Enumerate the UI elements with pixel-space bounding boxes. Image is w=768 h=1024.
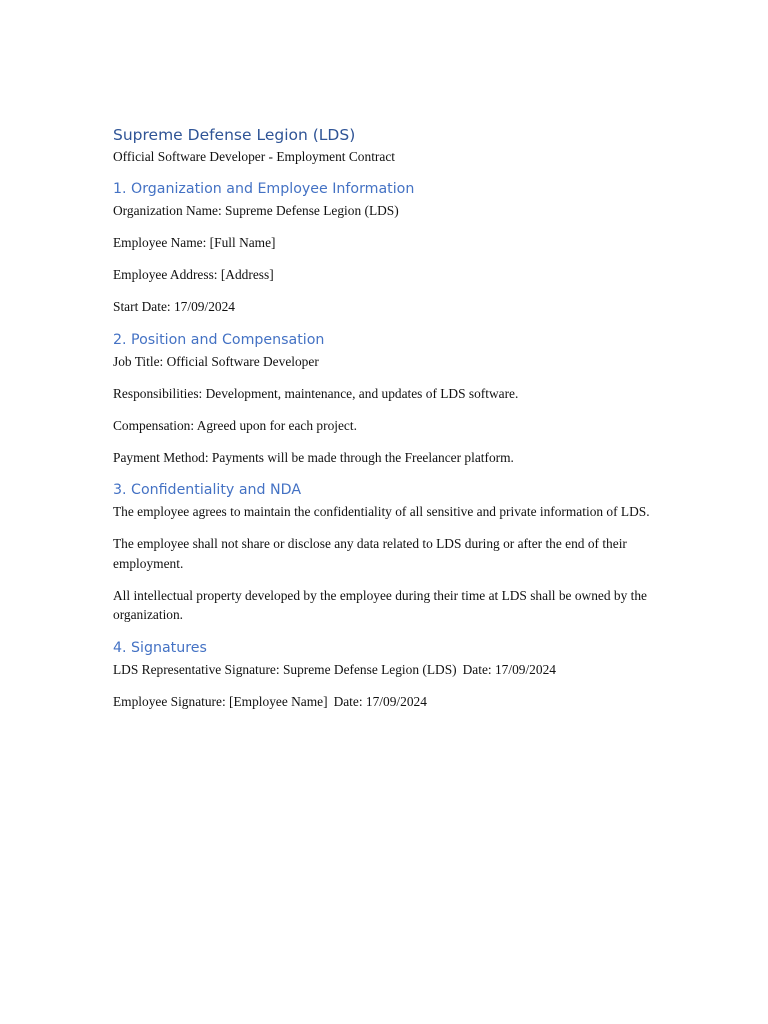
section-organization-info [113, 179, 658, 317]
compensation: Compensation: Agreed upon for each project. [113, 417, 357, 433]
section-heading: 4. Signatures [113, 639, 207, 656]
responsibilities: Responsibilities: Development, maintenance, and updates of LDS software. [113, 385, 519, 401]
document-page [113, 124, 658, 711]
section-heading: 1. Organization and Employee Information [113, 181, 415, 197]
document-title: Supreme Defense Legion (LDS) [113, 126, 356, 144]
start-date: Start Date: 17/09/2024 [113, 299, 235, 314]
representative-signature-line [113, 660, 658, 680]
section-heading: 2. Position and Compensation [113, 331, 325, 348]
employee-name: Employee Name: [Full Name] [113, 235, 276, 250]
section-heading: 3. Confidentiality and NDA [113, 482, 302, 498]
employee-signature-date: Date: 17/09/2024 [333, 693, 427, 709]
payment-method: Payment Method: Payments will be made through the Freelancer platform. [113, 449, 514, 465]
representative-signature: LDS Representative Signature: Supreme Defense Legion (LDS) [113, 661, 457, 677]
section-signatures [113, 638, 658, 712]
organization-name: Organization Name: Supreme Defense Legion (LDS) [113, 203, 399, 218]
section-position-compensation [113, 330, 658, 468]
confidentiality-clause: The employee agrees to maintain the confidentiality of all sensitive and private information of LDS. [113, 504, 650, 519]
employee-signature: Employee Signature: [Employee Name] [113, 693, 328, 709]
employee-address: Employee Address: [Address] [113, 267, 274, 282]
intellectual-property-clause: All intellectual property developed by the employee during their time at LDS shall be owned by the organization. [113, 587, 647, 622]
representative-signature-date: Date: 17/09/2024 [462, 661, 556, 677]
job-title: Job Title: Official Software Developer [113, 353, 319, 369]
employee-signature-line [113, 692, 658, 712]
section-confidentiality [113, 480, 658, 625]
document-subtitle: Official Software Developer - Employment Contract [113, 149, 395, 164]
non-disclosure-clause: The employee shall not share or disclose any data related to LDS during or after the end of their employment. [113, 536, 627, 571]
